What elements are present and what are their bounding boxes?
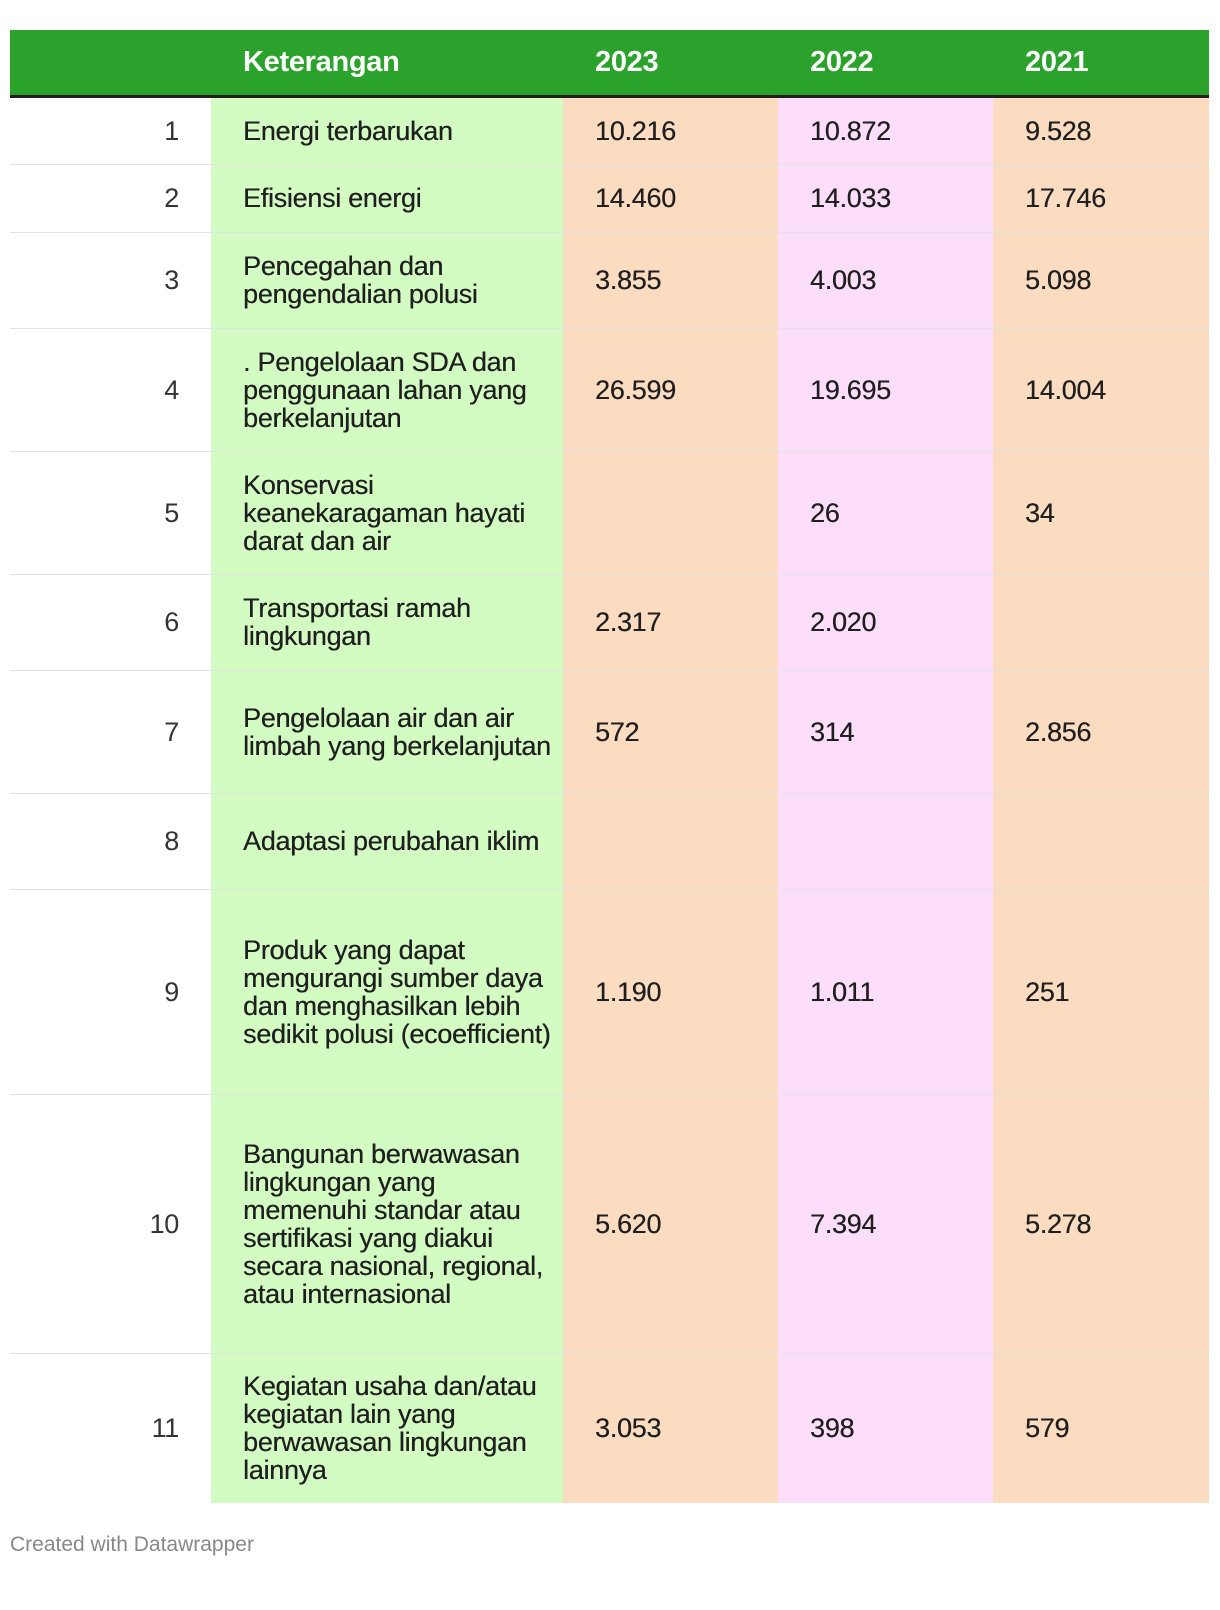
cell-2023: 2.317 [563, 574, 778, 670]
cell-2021 [993, 793, 1209, 889]
row-number: 1 [10, 96, 211, 164]
header-2023[interactable]: 2023 [563, 30, 778, 96]
row-number: 5 [10, 451, 211, 574]
cell-2022: 314 [778, 670, 993, 793]
cell-2022: 2.020 [778, 574, 993, 670]
cell-2021: 2.856 [993, 670, 1209, 793]
cell-keterangan: . Pengelolaan SDA dan penggunaan lahan yang berkelanjutan [211, 328, 563, 451]
cell-2023 [563, 451, 778, 574]
table-row [10, 574, 1209, 670]
cell-2021: 34 [993, 451, 1209, 574]
cell-2022: 26 [778, 451, 993, 574]
row-number: 6 [10, 574, 211, 670]
cell-2021: 9.528 [993, 96, 1209, 164]
cell-keterangan: Pencegahan dan pengendalian polusi [211, 232, 563, 328]
cell-keterangan: Kegiatan usaha dan/atau kegiatan lain yang berwawasan lingkungan lainnya [211, 1353, 563, 1503]
cell-keterangan: Produk yang dapat mengurangi sumber daya dan menghasilkan lebih sedikit polusi (ecoefficient) [211, 889, 563, 1094]
row-number: 8 [10, 793, 211, 889]
cell-keterangan: Transportasi ramah lingkungan [211, 574, 563, 670]
table-row [10, 164, 1209, 232]
cell-2021: 5.098 [993, 232, 1209, 328]
table-container [10, 30, 1208, 1503]
cell-keterangan: Adaptasi perubahan iklim [211, 793, 563, 889]
header-2021[interactable]: 2021 [993, 30, 1209, 96]
cell-2022: 10.872 [778, 96, 993, 164]
cell-2023: 3.053 [563, 1353, 778, 1503]
cell-2023 [563, 793, 778, 889]
row-number: 10 [10, 1094, 211, 1353]
table-body [10, 96, 1209, 1503]
table-row [10, 232, 1209, 328]
cell-2022: 7.394 [778, 1094, 993, 1353]
cell-2021: 14.004 [993, 328, 1209, 451]
cell-2021: 251 [993, 889, 1209, 1094]
row-number: 9 [10, 889, 211, 1094]
header-2022[interactable]: 2022 [778, 30, 993, 96]
cell-keterangan: Efisiensi energi [211, 164, 563, 232]
header-keterangan[interactable]: Keterangan [211, 30, 563, 96]
data-table [10, 30, 1209, 1503]
cell-2022: 19.695 [778, 328, 993, 451]
table-row [10, 328, 1209, 451]
cell-2021 [993, 574, 1209, 670]
cell-2021: 5.278 [993, 1094, 1209, 1353]
row-number: 7 [10, 670, 211, 793]
cell-keterangan: Konservasi keanekaragaman hayati darat dan air [211, 451, 563, 574]
cell-2022: 1.011 [778, 889, 993, 1094]
row-number: 4 [10, 328, 211, 451]
header-number [10, 30, 211, 96]
cell-2023: 3.855 [563, 232, 778, 328]
cell-2021: 17.746 [993, 164, 1209, 232]
cell-2023: 5.620 [563, 1094, 778, 1353]
cell-2022: 398 [778, 1353, 993, 1503]
table-header-row [10, 30, 1209, 96]
footer-credit: Created with Datawrapper [10, 1533, 254, 1556]
table-row [10, 793, 1209, 889]
table-row [10, 96, 1209, 164]
cell-2023: 26.599 [563, 328, 778, 451]
cell-2021: 579 [993, 1353, 1209, 1503]
table-row [10, 1353, 1209, 1503]
cell-2023: 14.460 [563, 164, 778, 232]
cell-keterangan: Pengelolaan air dan air limbah yang berkelanjutan [211, 670, 563, 793]
row-number: 3 [10, 232, 211, 328]
table-row [10, 451, 1209, 574]
row-number: 2 [10, 164, 211, 232]
table-row [10, 889, 1209, 1094]
cell-2023: 1.190 [563, 889, 778, 1094]
cell-2022: 14.033 [778, 164, 993, 232]
table-row [10, 1094, 1209, 1353]
cell-2022: 4.003 [778, 232, 993, 328]
cell-2023: 572 [563, 670, 778, 793]
row-number: 11 [10, 1353, 211, 1503]
cell-keterangan: Bangunan berwawasan lingkungan yang memenuhi standar atau sertifikasi yang diakui secara nasional, regional, atau internasional [211, 1094, 563, 1353]
cell-keterangan: Energi terbarukan [211, 96, 563, 164]
cell-2023: 10.216 [563, 96, 778, 164]
cell-2022 [778, 793, 993, 889]
table-row [10, 670, 1209, 793]
